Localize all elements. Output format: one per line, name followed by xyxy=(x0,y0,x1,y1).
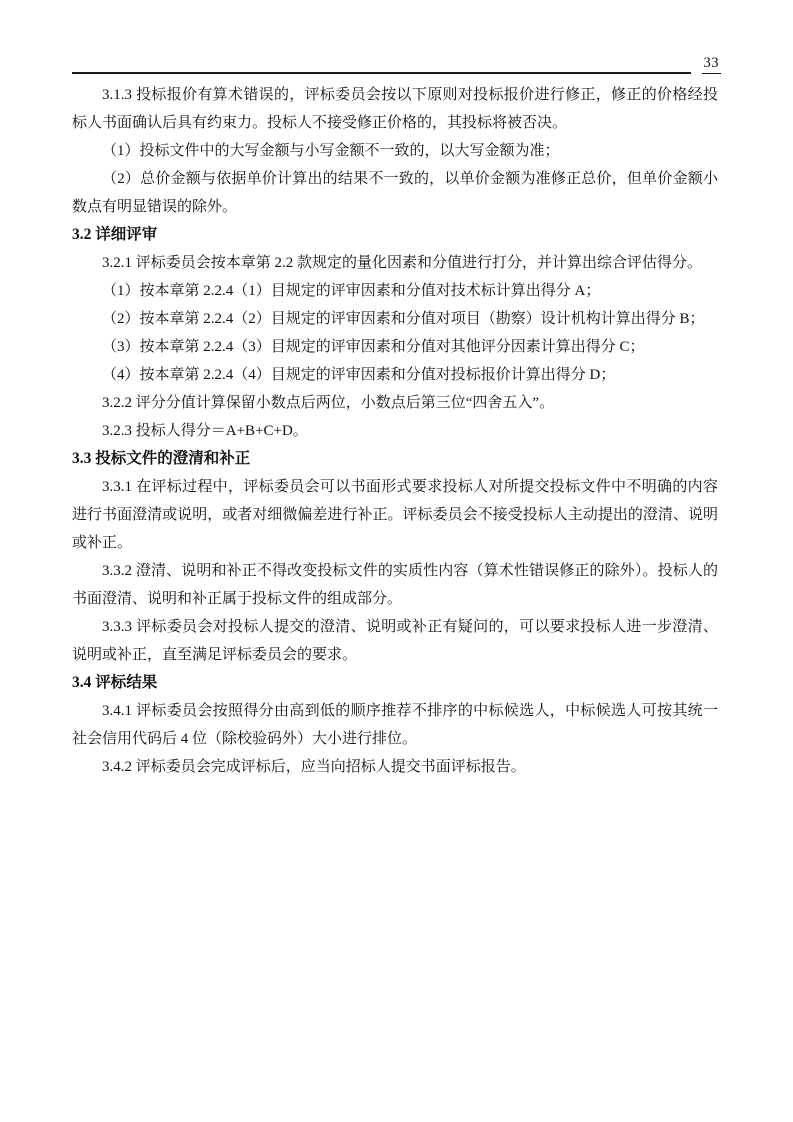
section-heading-3-4: 3.4 评标结果 xyxy=(72,674,158,691)
paragraph-3-2-1: 3.2.1 评标委员会按本章第 2.2 款规定的量化因素和分值进行打分，并计算出综合评估得分。 xyxy=(102,255,703,271)
paragraph-3-1-3: 3.1.3 投标报价有算术错误的，评标委员会按以下原则对投标报价进行修正，修正的价格经投标人书面确认后具有约束力。投标人不接受修正价格的，其投标将被否决。 xyxy=(72,87,718,131)
paragraph-3-4-2: 3.4.2 评标委员会完成评标后，应当向招标人提交书面评标报告。 xyxy=(102,759,526,775)
section-heading-3-2: 3.2 详细评审 xyxy=(72,226,158,243)
paragraph-3-3-3: 3.3.3 评标委员会对投标人提交的澄清、说明或补正有疑问的，可以要求投标人进一步澄清、说明或补正，直至满足评标委员会的要求。 xyxy=(72,619,718,663)
header-rule-divider xyxy=(72,72,691,74)
list-item-2: （2）总价金额与依据单价计算出的结果不一致的，以单价金额为准修正总价，但单价金额小数点有明显错误的除外。 xyxy=(72,171,718,215)
paragraph-3-4-1: 3.4.1 评标委员会按照得分由高到低的顺序推荐不排序的中标候选人，中标候选人可按其统一社会信用代码后 4 位（除校验码外）大小进行排位。 xyxy=(72,703,718,747)
list-item-score-b: （2）按本章第 2.2.4（2）目规定的评审因素和分值对项目（勘察）设计机构计算出得分 B； xyxy=(102,311,705,327)
page-number: 33 xyxy=(702,56,722,74)
page-header xyxy=(72,0,721,74)
list-item-score-d: （4）按本章第 2.2.4（4）目规定的评审因素和分值对投标报价计算出得分 D； xyxy=(102,367,616,383)
list-item-1: （1）投标文件中的大写金额与小写金额不一致的，以大写金额为准； xyxy=(102,143,560,159)
paragraph-3-3-2: 3.3.2 澄清、说明和补正不得改变投标文件的实质性内容（算术性错误修正的除外）。投标人的书面澄清、说明和补正属于投标文件的组成部分。 xyxy=(72,563,718,607)
section-heading-3-3: 3.3 投标文件的澄清和补正 xyxy=(72,450,251,467)
paragraph-3-2-3: 3.2.3 投标人得分＝A+B+C+D。 xyxy=(102,423,308,439)
document-body xyxy=(72,81,718,781)
list-item-score-a: （1）按本章第 2.2.4（1）目规定的评审因素和分值对技术标计算出得分 A； xyxy=(102,283,601,299)
paragraph-3-3-1: 3.3.1 在评标过程中，评标委员会可以书面形式要求投标人对所提交投标文件中不明确的内容进行书面澄清或说明，或者对细微偏差进行补正。评标委员会不接受投标人主动提出的澄清、说明或补正。 xyxy=(72,479,718,551)
paragraph-3-2-2: 3.2.2 评分分值计算保留小数点后两位，小数点后第三位“四舍五入”。 xyxy=(102,395,555,411)
list-item-score-c: （3）按本章第 2.2.4（3）目规定的评审因素和分值对其他评分因素计算出得分 C； xyxy=(102,339,645,355)
